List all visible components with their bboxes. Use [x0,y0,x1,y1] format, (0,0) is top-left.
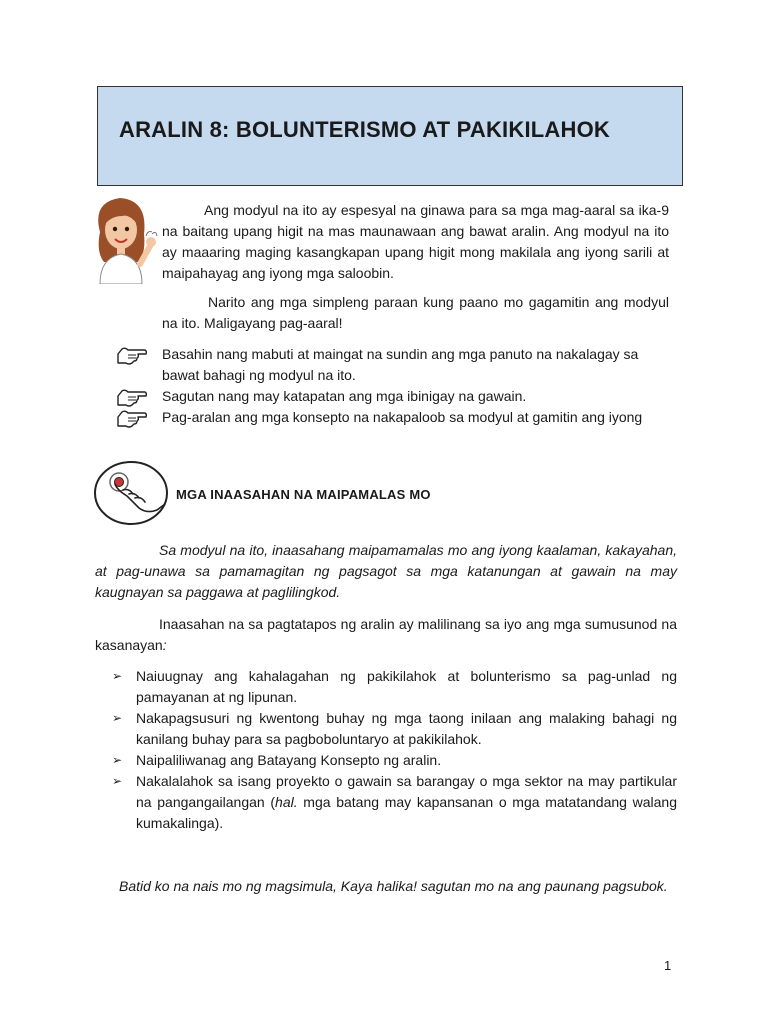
list-item [112,750,677,771]
pointing-hand-icon [116,407,148,429]
expectation-text: Inaasahan na sa pagtatapos ng aralin ay malilinang sa iyo ang mga sumusunod na kasanayan [95,616,677,653]
instruction-text: Pag-aralan ang mga konsepto na nakapaloob sa modyul at gamitin ang iyong [162,409,643,425]
competency-text: Naiuugnay ang kahalagahan ng pakikilahok at bolunterismo sa pag-unlad ng pamayanan at ng lipunan. [136,668,677,705]
touch-hand-icon [93,460,175,526]
arrow-bullet-icon: ➢ [112,753,123,767]
pointing-hand-icon [116,344,148,366]
avatar-girl-waving-icon [86,192,158,284]
instructions-intro-paragraph: Narito ang mga simpleng paraan kung paano mo gagamitin ang modyul na ito. Maligayang pag-aaral! [162,294,669,331]
page-number: 1 [664,958,672,973]
list-item [116,386,669,407]
arrow-bullet-icon: ➢ [112,774,123,788]
arrow-bullet-icon: ➢ [112,669,123,683]
list-item [116,344,669,386]
list-item [112,666,677,708]
competency-text [136,773,677,831]
list-item [116,407,669,428]
instruction-text: Sagutan nang may katapatan ang mga ibinigay na gawain. [162,388,527,404]
lesson-title: ARALIN 8: BOLUNTERISMO AT PAKIKILAHOK [119,117,610,142]
pointing-hand-icon [116,386,148,408]
title-box [97,86,683,186]
expectation-colon: : [162,637,167,653]
example-abbreviation: hal. [275,794,298,810]
competency-text-part: mga batang may kapansanan o mga matatandang walang kumakalinga). [136,794,677,831]
competencies-list [112,666,677,834]
instructions-list [116,344,669,428]
list-item [112,771,677,834]
intro-paragraph: Ang modyul na ito ay espesyal na ginawa para sa mga mag-aaral sa ika-9 na baitang upang higit na mas maunawaan ang bawat aralin. Ang modyul na ito ay maaaring maging kasangkapan upang higit mong makilala ang iyong sarili at maipahayag ang iyong mga saloobin. [162,202,669,281]
arrow-bullet-icon: ➢ [112,711,123,725]
competency-text-part: Nakalalahok sa isang proyekto o gawain sa barangay o mga sektor na may partikular na pangangailangan ( [136,773,677,810]
closing-paragraph: Batid ko na nais mo ng magsimula, Kaya halika! sagutan mo na ang paunang pagsubok. [119,878,668,894]
competency-text: Naipaliliwanag ang Batayang Konsepto ng aralin. [136,752,442,768]
competency-text: Nakapagsusuri ng kwentong buhay ng mga taong inilaan ang malaking bahagi ng kanilang buhay para sa pagboboluntaryo at pakikilahok. [136,710,677,747]
list-item [112,708,677,750]
expectation-paragraph [95,614,677,656]
instruction-text: Basahin nang mabuti at maingat na sundin ang mga panuto na nakalagay sa bawat bahagi ng modyul na ito. [162,346,639,383]
objective-paragraph: Sa modyul na ito, inaasahang maipamamalas mo ang iyong kaalaman, kakayahan, at pag-unawa sa pamamagitan ng pagsagot sa mga katanungan at gawain na may kaugnayan sa paggawa at paglilingkod. [95,542,677,600]
section-heading: MGA INAASAHAN NA MAIPAMALAS MO [176,487,431,502]
